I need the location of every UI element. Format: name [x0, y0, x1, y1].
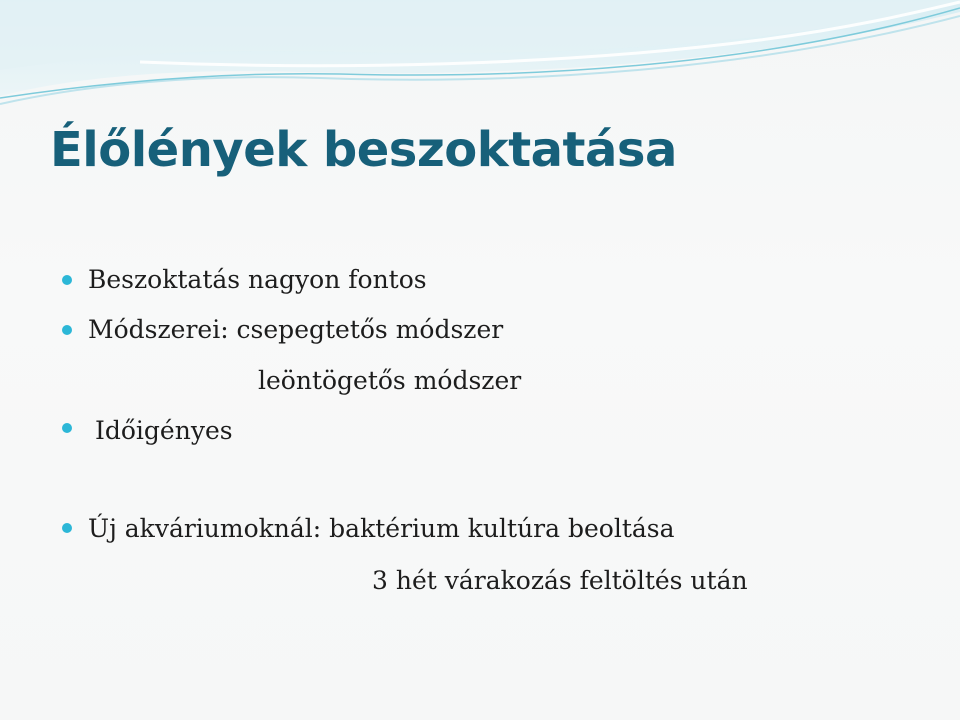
bullet-text: Időigényes — [95, 416, 233, 445]
bullet-icon — [62, 423, 72, 433]
bullet-icon — [62, 325, 72, 335]
bullet-text: Új akváriumoknál: baktérium kultúra beoltása — [88, 514, 675, 543]
bullet-icon — [62, 523, 72, 533]
bullet-icon — [62, 275, 72, 285]
slide-title: Élőlények beszoktatása — [50, 122, 677, 178]
continuation-text: 3 hét várakozás feltöltés után — [372, 566, 748, 595]
bullet-text: Módszerei: csepegtetős módszer — [88, 315, 504, 344]
continuation-text: leöntögetős módszer — [258, 366, 522, 395]
bullet-text: Beszoktatás nagyon fontos — [88, 265, 427, 294]
wave-decoration — [0, 0, 960, 110]
